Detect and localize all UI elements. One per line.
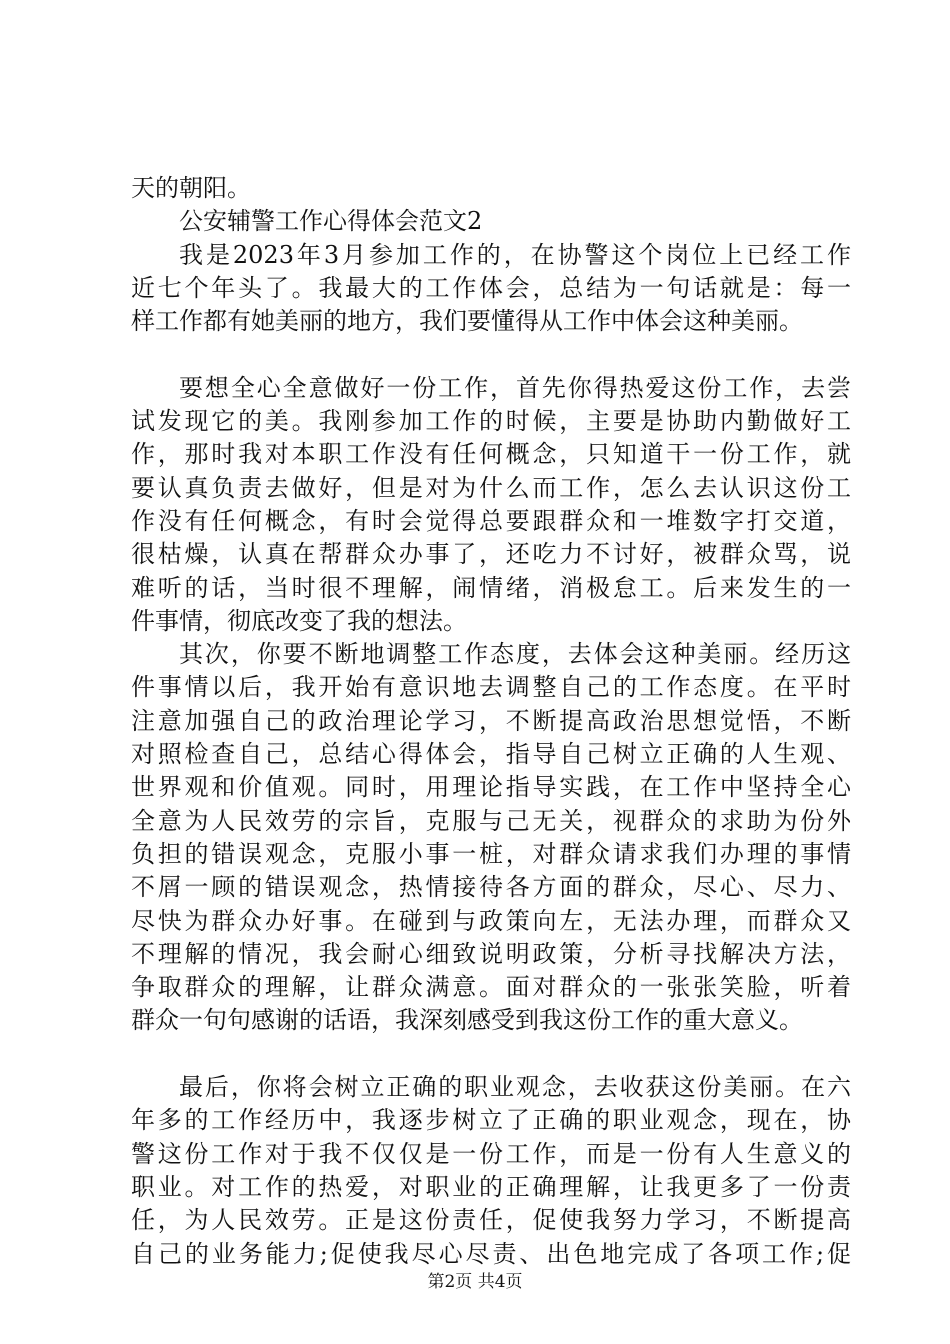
text-line: 职业。对工作的热爱，对职业的正确理解，让我更多了一份责 xyxy=(131,1172,851,1201)
text-line: 世界观和价值观。同时，用理论指导实践，在工作中坚持全心 xyxy=(131,773,851,802)
text-line: 作，那时我对本职工作没有任何概念，只知道干一份工作，就 xyxy=(131,440,851,469)
text-line: 负担的错误观念，克服小事一桩，对群众请求我们办理的事情 xyxy=(131,839,851,868)
text-line: 件事情以后，我开始有意识地去调整自己的工作态度。在平时 xyxy=(131,673,851,702)
text-line: 公安辅警工作心得体会范文2 xyxy=(179,207,483,236)
text-line: 警这份工作对于我不仅仅是一份工作，而是一份有人生意义的 xyxy=(131,1139,851,1168)
text-line: 群众一句句感谢的话语，我深刻感受到我这份工作的重大意义。 xyxy=(131,1006,803,1035)
text-line: 作没有任何概念，有时会觉得总要跟群众和一堆数字打交道， xyxy=(131,506,851,535)
text-line: 最后，你将会树立正确的职业观念，去收获这份美丽。在六 xyxy=(179,1073,851,1102)
text-line: 要认真负责去做好，但是对为什么而工作，怎么去认识这份工 xyxy=(131,473,851,502)
document-body xyxy=(131,172,851,1271)
text-line: 天的朝阳。 xyxy=(131,174,251,202)
text-line: 全意为人民效劳的宗旨，克服与己无关，视群众的求助为份外 xyxy=(131,806,851,835)
text-line: 不理解的情况，我会耐心细致说明政策，分析寻找解决方法， xyxy=(131,939,851,968)
page-footer: 第2页 共4页 xyxy=(427,1272,523,1292)
paragraph-gap xyxy=(131,338,851,371)
text-line: 自己的业务能力;促使我尽心尽责、出色地完成了各项工作;促 xyxy=(131,1239,851,1268)
text-line: 近七个年头了。我最大的工作体会，总结为一句话就是：每一 xyxy=(131,273,851,302)
text-line: 争取群众的理解，让群众满意。面对群众的一张张笑脸，听着 xyxy=(131,973,851,1002)
text-line: 尽快为群众办好事。在碰到与政策向左，无法办理，而群众又 xyxy=(131,906,851,935)
paragraph-gap xyxy=(131,1038,851,1071)
text-line: 我是2023年3月参加工作的，在协警这个岗位上已经工作 xyxy=(179,240,851,269)
text-line: 难听的话，当时很不理解，闹情绪，消极怠工。后来发生的一 xyxy=(131,573,851,602)
text-line: 试发现它的美。我刚参加工作的时候，主要是协助内勤做好工 xyxy=(131,407,851,436)
text-line: 不屑一顾的错误观念，热情接待各方面的群众，尽心、尽力、 xyxy=(131,873,851,902)
text-line: 要想全心全意做好一份工作，首先你得热爱这份工作，去尝 xyxy=(179,373,851,402)
text-line: 件事情，彻底改变了我的想法。 xyxy=(131,606,467,635)
text-line: 年多的工作经历中，我逐步树立了正确的职业观念，现在，协 xyxy=(131,1106,851,1135)
text-line: 任，为人民效劳。正是这份责任，促使我努力学习，不断提高 xyxy=(131,1206,851,1235)
text-line: 对照检查自己，总结心得体会，指导自己树立正确的人生观、 xyxy=(131,740,851,769)
text-line: 其次，你要不断地调整工作态度，去体会这种美丽。经历这 xyxy=(179,640,851,669)
text-line: 很枯燥，认真在帮群众办事了，还吃力不讨好，被群众骂，说 xyxy=(131,540,851,569)
text-line: 注意加强自己的政治理论学习，不断提高政治思想觉悟，不断 xyxy=(131,706,851,735)
text-line: 样工作都有她美丽的地方，我们要懂得从工作中体会这种美丽。 xyxy=(131,307,803,336)
